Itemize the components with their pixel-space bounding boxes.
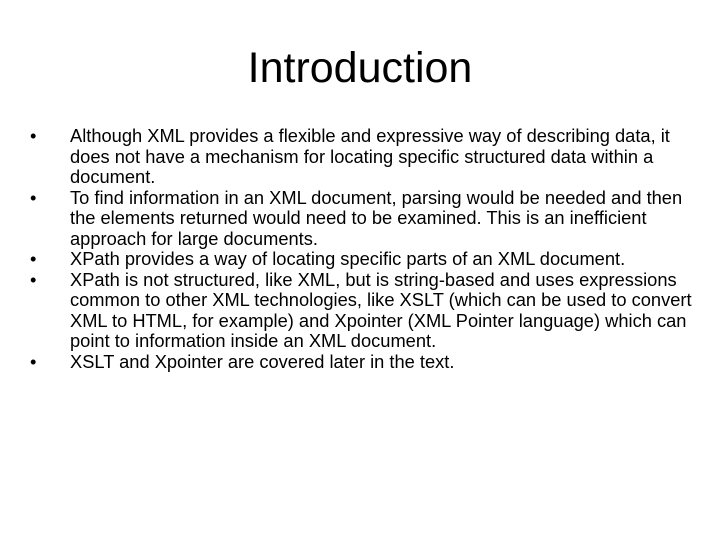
bullet-icon: • <box>30 125 37 146</box>
bullet-list <box>30 126 692 372</box>
bullet-item <box>30 352 692 373</box>
bullet-icon: • <box>30 248 37 269</box>
slide-title: Introduction <box>247 44 473 92</box>
bullet-text: XPath is not structured, like XML, but is string-based and uses expressions common to other XML technologies, like XSLT (which can be used to convert XML to HTML, for example) and Xpointer (XML Pointer language) which can point to information inside an XML document. <box>70 268 692 351</box>
bullet-item <box>30 188 692 250</box>
bullet-icon: • <box>30 186 37 208</box>
bullet-item <box>30 249 692 270</box>
bullet-icon: • <box>30 350 37 372</box>
bullet-icon: • <box>30 268 37 290</box>
bullet-text: Although XML provides a flexible and expressive way of describing data, it does not have a mechanism for locating specific structured data within a document. <box>70 125 670 187</box>
bullet-text: XPath provides a way of locating specific parts of an XML document. <box>70 248 626 269</box>
bullet-text: XSLT and Xpointer are covered later in the text. <box>70 350 455 372</box>
bullet-item <box>30 270 692 352</box>
bullet-item <box>30 126 692 188</box>
bullet-text: To find information in an XML document, parsing would be needed and then the elements returned would need to be examined. This is an inefficient approach for large documents. <box>70 186 683 249</box>
